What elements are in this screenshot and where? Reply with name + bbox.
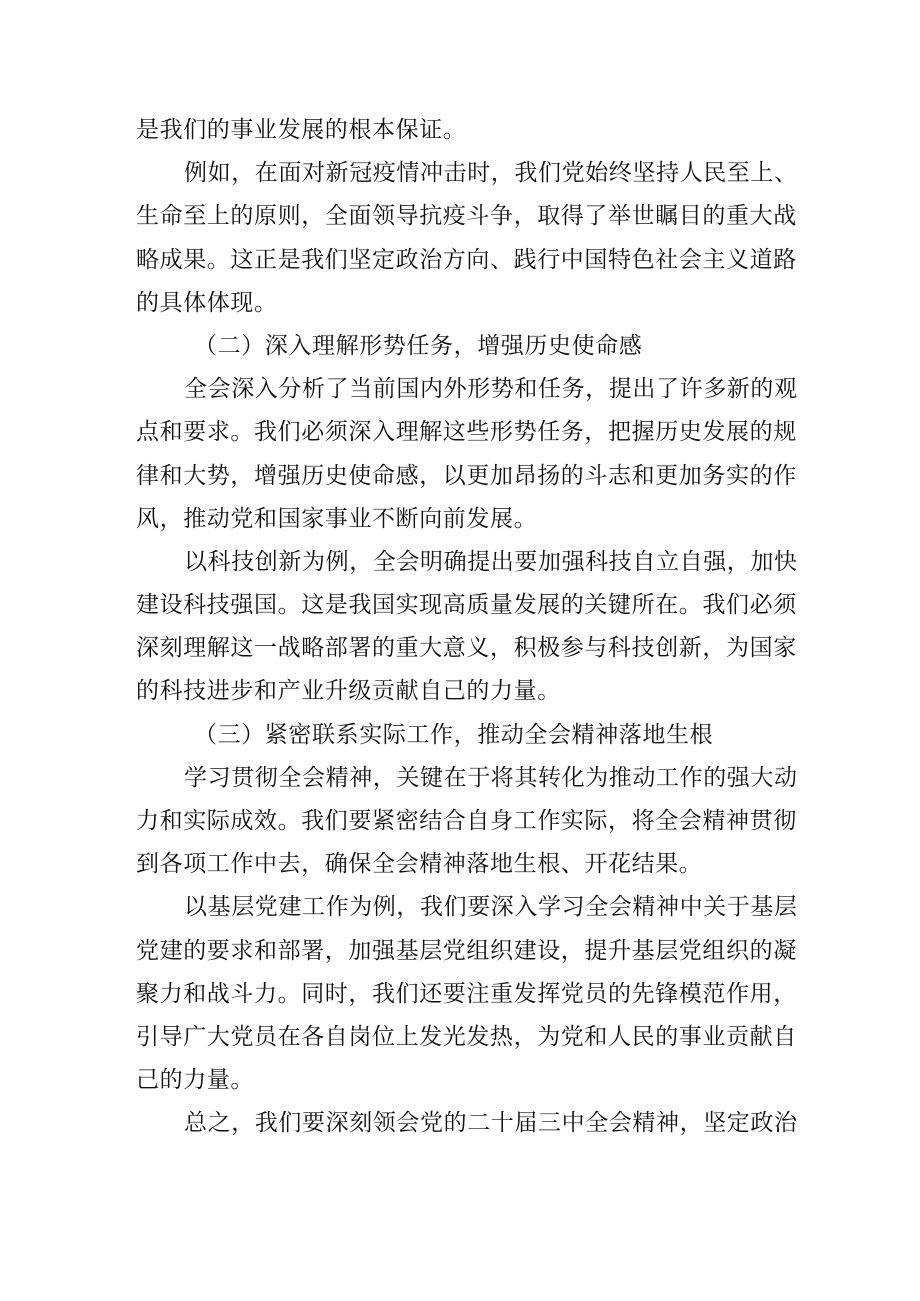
text-line: 律和大势，增强历史使命感，以更加昂扬的斗志和更加务实的作 xyxy=(136,462,797,489)
paragraph-start-line: 以基层党建工作为例，我们要深入学习全会精神中关于基层 xyxy=(184,894,798,921)
text-line: 建设科技强国。这是我国实现高质量发展的关键所在。我们必须 xyxy=(136,592,797,619)
text-line: 略成果。这正是我们坚定政治方向、践行中国特色社会主义道路 xyxy=(136,246,797,273)
document-body xyxy=(136,109,798,1146)
text-line: 点和要求。我们必须深入理解这些形势任务，把握历史发展的规 xyxy=(136,419,797,446)
text-line: 党建的要求和部署，加强基层党组织建设，提升基层党组织的凝 xyxy=(136,937,797,964)
text-line: 己的力量。 xyxy=(136,1067,254,1094)
section-heading-2: （二）深入理解形势任务，增强历史使命感 xyxy=(194,332,643,359)
paragraph-start-line: 以科技创新为例，全会明确提出要加强科技自立自强，加快 xyxy=(184,548,798,575)
paragraph-start-line: 全会深入分析了当前国内外形势和任务，提出了许多新的观 xyxy=(184,376,798,403)
paragraph-start-line: 学习贯彻全会精神，关键在于将其转化为推动工作的强大动 xyxy=(184,764,798,791)
text-line: 深刻理解这一战略部署的重大意义，积极参与科技创新，为国家 xyxy=(136,635,797,662)
text-line: 风，推动党和国家事业不断向前发展。 xyxy=(136,505,538,532)
text-line: 力和实际成效。我们要紧密结合自身工作实际，将全会精神贯彻 xyxy=(136,808,797,834)
section-heading-3: （三）紧密联系实际工作，推动全会精神落地生根 xyxy=(194,721,714,748)
text-line: 引导广大党员在各自岗位上发光发热，为党和人民的事业贡献自 xyxy=(136,1023,797,1050)
text-line: 生命至上的原则，全面领导抗疫斗争，取得了举世瞩目的重大战 xyxy=(136,203,797,230)
text-line: 到各项工作中去，确保全会精神落地生根、开花结果。 xyxy=(136,851,703,878)
text-line: 的具体体现。 xyxy=(136,289,278,316)
paragraph-start-line: 例如，在面对新冠疫情冲击时，我们党始终坚持人民至上、 xyxy=(184,160,798,187)
paragraph-start-line: 总之，我们要深刻领会党的二十届三中全会精神，坚定政治 xyxy=(184,1110,798,1137)
text-line: 的科技进步和产业升级贡献自己的力量。 xyxy=(136,678,561,705)
text-line: 聚力和战斗力。同时，我们还要注重发挥党员的先锋模范作用， xyxy=(136,980,797,1007)
text-line: 是我们的事业发展的根本保证。 xyxy=(136,117,467,143)
